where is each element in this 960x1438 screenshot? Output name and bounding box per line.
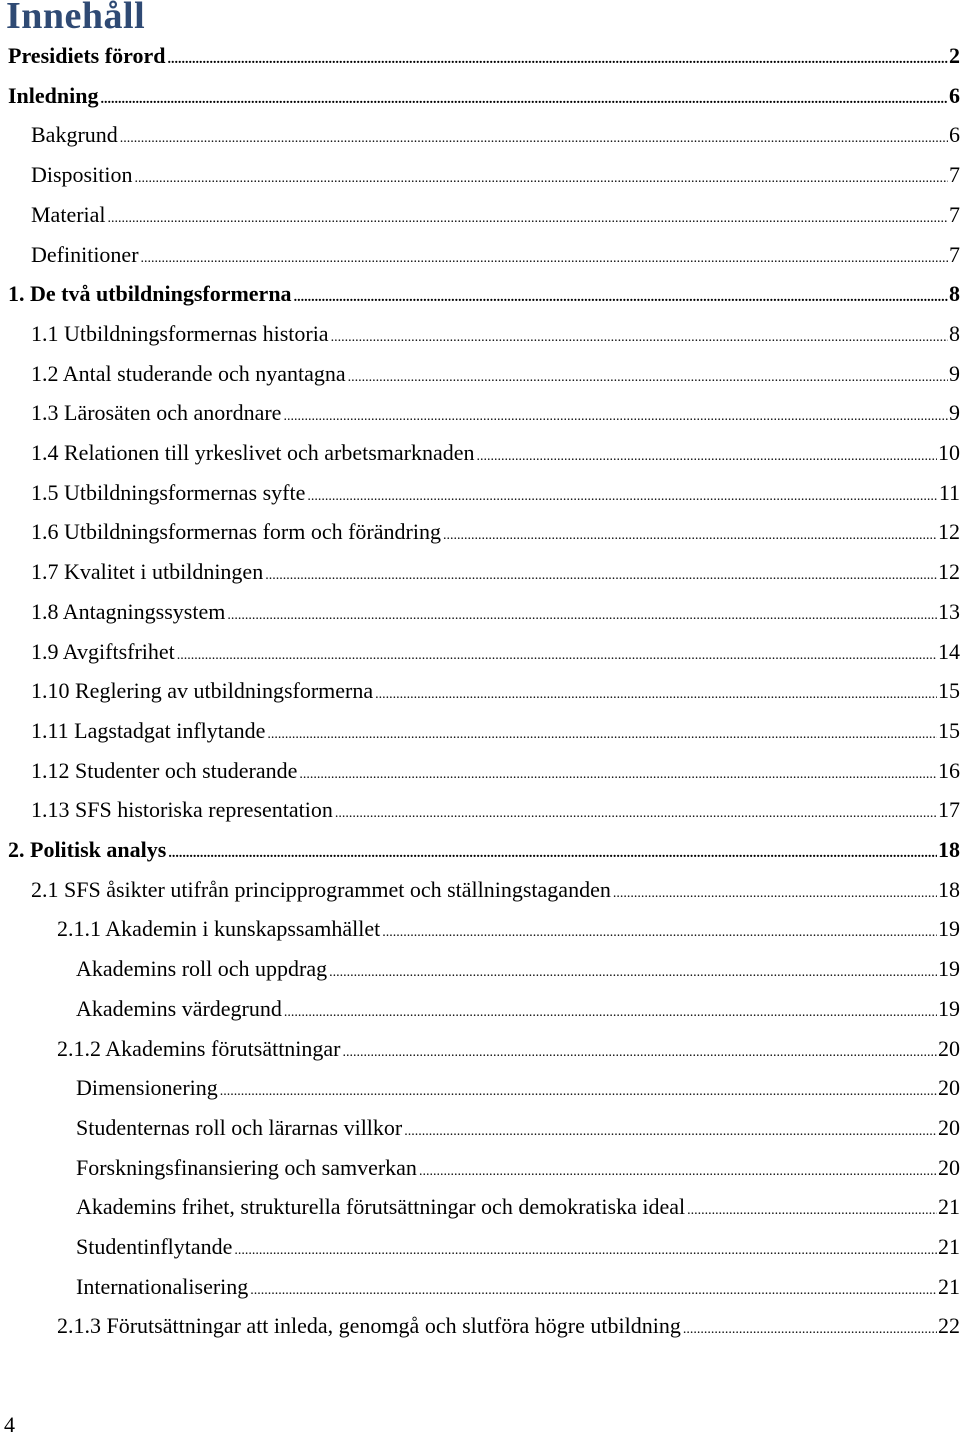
page-title: Innehåll <box>6 0 146 37</box>
page-number: 4 <box>4 1412 15 1437</box>
toc-entry[interactable] <box>0 354 960 394</box>
toc-entry-title: 1.2 Antal studerande och nyantagna <box>31 360 346 386</box>
toc-entry-page: 20 <box>938 1114 960 1140</box>
toc-entry-page: 9 <box>949 400 960 426</box>
toc-entry[interactable] <box>0 989 960 1029</box>
toc-entry-title: 2.1.3 Förutsättningar att inleda, genomgå och slutföra högre utbildning <box>57 1313 681 1339</box>
toc-dot-leader <box>375 675 937 715</box>
toc-dot-leader <box>382 913 937 953</box>
toc-entry[interactable] <box>0 393 960 433</box>
toc-entry[interactable] <box>0 473 960 513</box>
toc-entry-page: 21 <box>938 1234 960 1259</box>
toc-entry-title: 1.13 SFS historiska representation <box>31 797 333 823</box>
toc-dot-leader <box>108 199 948 239</box>
toc-entry[interactable] <box>0 235 960 275</box>
toc-entry-title: 1.5 Utbildningsformernas syfte <box>31 479 306 505</box>
toc-entry[interactable] <box>0 1068 960 1108</box>
toc-entry-page: 10 <box>938 440 960 465</box>
toc-dot-leader <box>267 715 937 755</box>
toc-entry-title: Inledning <box>8 82 99 108</box>
toc-entry[interactable] <box>0 1267 960 1307</box>
toc-entry-title: Akademins frihet, strukturella förutsättningar och demokratiska ideal <box>76 1194 686 1220</box>
toc-entry-title: Presidiets förord <box>8 43 166 68</box>
toc-dot-leader <box>299 755 937 795</box>
toc-entry-title: 2.1 SFS åsikter utifrån principprogrammet och ställningstaganden <box>31 876 611 902</box>
toc-entry-page: 19 <box>938 995 960 1021</box>
toc-entry-title: 1.8 Antagningssystem <box>31 598 226 624</box>
toc-entry-title: Akademins värdegrund <box>76 995 282 1021</box>
toc-dot-leader <box>329 953 937 993</box>
toc-entry-page: 2 <box>949 43 960 68</box>
toc-entry[interactable] <box>0 1029 960 1069</box>
toc-dot-leader <box>613 874 937 914</box>
toc-dot-leader <box>167 40 948 80</box>
toc-entry[interactable] <box>0 592 960 632</box>
toc-entry[interactable] <box>0 671 960 711</box>
toc-entry[interactable] <box>0 1108 960 1148</box>
toc-dot-leader <box>141 239 948 279</box>
toc-entry-page: 6 <box>949 82 960 108</box>
toc-entry-title: 1.1 Utbildningsformernas historia <box>31 320 329 346</box>
toc-entry-page: 13 <box>938 598 960 624</box>
toc-entry-title: Definitioner <box>31 241 139 267</box>
toc-entry[interactable] <box>0 1187 960 1227</box>
toc-entry-page: 15 <box>938 717 960 743</box>
toc-entry-page: 6 <box>949 122 960 148</box>
toc-entry-title: 1.3 Lärosäten och anordnare <box>31 400 282 426</box>
toc-dot-leader <box>683 1310 937 1350</box>
toc-entry-title: Forskningsfinansiering och samverkan <box>76 1154 417 1180</box>
toc-entry-title: 1.4 Relationen till yrkeslivet och arbetsmarknaden <box>31 440 475 465</box>
toc-entry[interactable] <box>0 76 960 116</box>
toc-dot-leader <box>220 1072 937 1112</box>
toc-entry-page: 8 <box>949 320 960 346</box>
toc-dot-leader <box>404 1112 937 1152</box>
toc-entry[interactable] <box>0 632 960 672</box>
toc-entry-title: Studentinflytande <box>76 1234 233 1259</box>
toc-entry-title: Internationalisering <box>76 1273 249 1299</box>
toc-entry-page: 15 <box>938 678 960 704</box>
toc-dot-leader <box>687 1191 937 1231</box>
toc-entry-title: 1.9 Avgiftsfrihet <box>31 638 175 664</box>
toc-entry-page: 17 <box>938 797 960 823</box>
toc-entry-title: Material <box>31 201 106 227</box>
toc-entry-page: 18 <box>938 876 960 902</box>
toc-dot-leader <box>294 278 948 318</box>
toc-entry-title: 1. De två utbildningsformerna <box>8 281 292 307</box>
toc-entry[interactable] <box>0 314 960 354</box>
toc-entry[interactable] <box>0 909 960 949</box>
toc-entry[interactable] <box>0 870 960 910</box>
toc-dot-leader <box>284 993 937 1033</box>
toc-entry-page: 14 <box>938 638 960 664</box>
toc-entry[interactable] <box>0 36 960 76</box>
toc-dot-leader <box>335 794 937 834</box>
toc-entry[interactable] <box>0 830 960 870</box>
toc-entry-page: 16 <box>938 757 960 783</box>
toc-entry-title: 1.7 Kvalitet i utbildningen <box>31 559 264 585</box>
toc-dot-leader <box>227 596 937 636</box>
toc-dot-leader <box>307 477 937 517</box>
toc-dot-leader <box>234 1231 937 1271</box>
toc-entry[interactable] <box>0 751 960 791</box>
toc-entry[interactable] <box>0 433 960 473</box>
toc-entry[interactable] <box>0 1148 960 1188</box>
toc-entry-title: 1.11 Lagstadgat inflytande <box>31 717 266 743</box>
toc-entry-page: 12 <box>938 559 960 585</box>
toc-entry-page: 21 <box>938 1194 960 1220</box>
toc-entry[interactable] <box>0 155 960 195</box>
toc-entry-title: 1.10 Reglering av utbildningsformerna <box>31 678 374 704</box>
toc-entry[interactable] <box>0 512 960 552</box>
toc-dot-leader <box>348 358 948 398</box>
toc-dot-leader <box>419 1152 937 1192</box>
toc-dot-leader <box>177 636 937 676</box>
toc-entry-title: 2.1.2 Akademins förutsättningar <box>57 1035 341 1061</box>
toc-entry-page: 12 <box>938 519 960 545</box>
toc-entry-page: 11 <box>938 479 960 505</box>
toc-entry-page: 9 <box>949 360 960 386</box>
toc-entry-title: Bakgrund <box>31 122 118 148</box>
toc-entry[interactable] <box>0 195 960 235</box>
toc-entry-page: 19 <box>938 956 960 982</box>
toc-entry-page: 18 <box>938 837 960 862</box>
toc-entry-title: 1.6 Utbildningsformernas form och förändring <box>31 519 441 545</box>
toc-entry-page: 7 <box>949 201 960 227</box>
toc-entry[interactable] <box>0 1227 960 1267</box>
toc-dot-leader <box>265 556 937 596</box>
toc-entry-title: Disposition <box>31 162 133 188</box>
toc-entry[interactable] <box>0 1306 960 1346</box>
toc-entry-page: 21 <box>938 1273 960 1299</box>
toc-entry-title: 1.12 Studenter och studerande <box>31 757 298 783</box>
toc-entry-page: 20 <box>938 1075 960 1101</box>
toc-entry-title: Studenternas roll och lärarnas villkor <box>76 1114 403 1140</box>
toc-dot-leader <box>250 1271 937 1311</box>
toc-dot-leader <box>101 80 949 120</box>
toc-dot-leader <box>477 437 937 477</box>
toc-entry-page: 7 <box>949 162 960 188</box>
toc-entry-title: Akademins roll och uppdrag <box>76 956 328 982</box>
toc-dot-leader <box>120 119 948 159</box>
toc-entry[interactable] <box>0 552 960 592</box>
toc-entry[interactable] <box>0 711 960 751</box>
toc-entry-page: 19 <box>938 916 960 942</box>
toc-dot-leader <box>443 516 937 556</box>
toc-dot-leader <box>343 1033 937 1073</box>
toc-entry-page: 7 <box>949 241 960 267</box>
toc-dot-leader <box>134 159 948 199</box>
toc-dot-leader <box>331 318 948 358</box>
toc-entry-page: 22 <box>938 1313 960 1339</box>
toc-entry[interactable] <box>0 949 960 989</box>
toc-dot-leader <box>283 397 948 437</box>
toc-dot-leader <box>168 834 937 874</box>
toc-entry-page: 8 <box>949 281 960 307</box>
toc-entry-title: Dimensionering <box>76 1075 218 1101</box>
toc-entry[interactable] <box>0 274 960 314</box>
toc-entry[interactable] <box>0 790 960 830</box>
toc-entry[interactable] <box>0 115 960 155</box>
toc-entry-title: 2.1.1 Akademin i kunskapssamhället <box>57 916 381 942</box>
toc-entry-page: 20 <box>938 1154 960 1180</box>
toc-entry-page: 20 <box>938 1035 960 1061</box>
toc-entry-title: 2. Politisk analys <box>8 837 167 862</box>
